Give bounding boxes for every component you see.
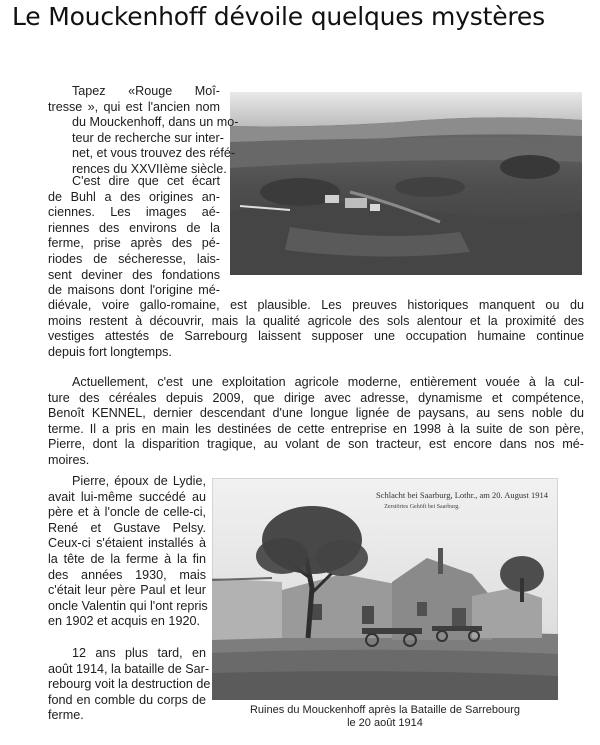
text-line: Actuellement, c'est une exploitation agricole moderne, entièrement vouée à la cul- xyxy=(72,375,584,389)
article-title: Le Mouckenhoff dévoile quelques mystères xyxy=(12,2,545,31)
text-line: Ceux-ci s'étaient installés à xyxy=(48,536,206,551)
text-line: des années 1930, mais xyxy=(48,567,206,582)
text-line: ferme. xyxy=(48,708,84,723)
caption-line-1: Ruines du Mouckenhoff après la Bataille de Sarrebourg xyxy=(249,704,521,716)
text-line: C'est dire que cet écart xyxy=(72,174,220,188)
text-line: terme. Il a pris en main les destinées de cette entreprise en 1998 à la suite de son père, xyxy=(48,421,584,436)
text-line: moires. xyxy=(48,452,90,467)
text-line: Pierre, dont la disparition tragique, au volant de son tracteur, est encore dans nos mé- xyxy=(48,437,584,452)
text-line: diévale, voire gallo-romaine, est plausible. Les preuves historiques manquent ou du xyxy=(48,298,584,312)
text-line: de maisons dont l'origine mé- xyxy=(48,283,220,298)
text-line: ture des céréales depuis 2009, que dirige avec adresse, dynamisme et compétence, xyxy=(48,390,584,405)
text-line: du Mouckenhoff, dans un mo- xyxy=(72,115,239,130)
text-line: ciennes. Les images aé- xyxy=(48,205,220,220)
paragraph-origins xyxy=(48,174,220,299)
text-line: riennes des environs de la xyxy=(48,220,220,235)
text-line: sent deviner des fondations xyxy=(48,267,220,282)
text-line: net, et vous trouvez des réfé- xyxy=(72,146,236,161)
paragraph-battle xyxy=(48,646,211,724)
caption-line-2: le 20 août 1914 xyxy=(347,717,423,729)
postcard-photo xyxy=(212,478,558,700)
text-line: de Buhl a des origines an- xyxy=(48,189,220,204)
paragraph-origins-continued xyxy=(48,298,584,360)
text-line: Pierre, époux de Lydie, xyxy=(72,474,206,488)
text-line: riodes de sécheresse, lais- xyxy=(48,251,220,266)
text-line: avait lui-même succédé au xyxy=(48,489,206,504)
paragraph-current-exploitation xyxy=(48,375,584,469)
text-line: Benoît KENNEL, dernier descendant d'une longue lignée de paysans, au sens noble du xyxy=(48,406,584,421)
text-line: vestiges attestés de Sarrebourg laissent supposer une occupation humaine continue xyxy=(48,329,584,344)
text-line: la tête de la ferme à la fin xyxy=(48,551,206,566)
text-line: moins restent à découvrir, mais la qualité agricole des sols alentour et la proximité des xyxy=(48,313,584,328)
text-line: tresse », qui est l'ancien nom xyxy=(48,99,220,114)
photo-caption xyxy=(212,704,558,730)
text-line: père et à l'oncle de celle-ci, xyxy=(48,505,206,520)
text-line: c'était leur père Paul et leur xyxy=(48,583,206,598)
text-line: fond en comble du corps de xyxy=(48,692,206,707)
text-line: août 1914, la bataille de Sar- xyxy=(48,661,210,676)
text-line: 12 ans plus tard, en xyxy=(72,646,206,660)
text-line: depuis fort longtemps. xyxy=(48,344,172,359)
text-line: René et Gustave Pelsy. xyxy=(48,520,206,535)
paragraph-intro xyxy=(48,84,239,178)
text-line: rences du XXVIIème siècle. xyxy=(72,161,227,176)
text-line: teur de recherche sur inter- xyxy=(72,130,224,145)
text-line: ferme, prise après des pé- xyxy=(48,236,220,251)
aerial-photo xyxy=(230,92,582,275)
text-line: Tapez «Rouge Moî- xyxy=(72,84,220,98)
text-line: rebourg voit la destruction de xyxy=(48,677,211,692)
text-line: en 1902 et acquis en 1920. xyxy=(48,614,200,629)
postcard-header-line1: Schlacht bei Saarburg, Lothr., am 20. August 1914 xyxy=(376,490,548,500)
text-line: oncle Valentin qui l'ont repris xyxy=(48,598,208,613)
postcard-header-line2: Zerstörtes Gehöft bei Saarburg. xyxy=(384,504,460,510)
paragraph-family-history xyxy=(48,474,206,630)
